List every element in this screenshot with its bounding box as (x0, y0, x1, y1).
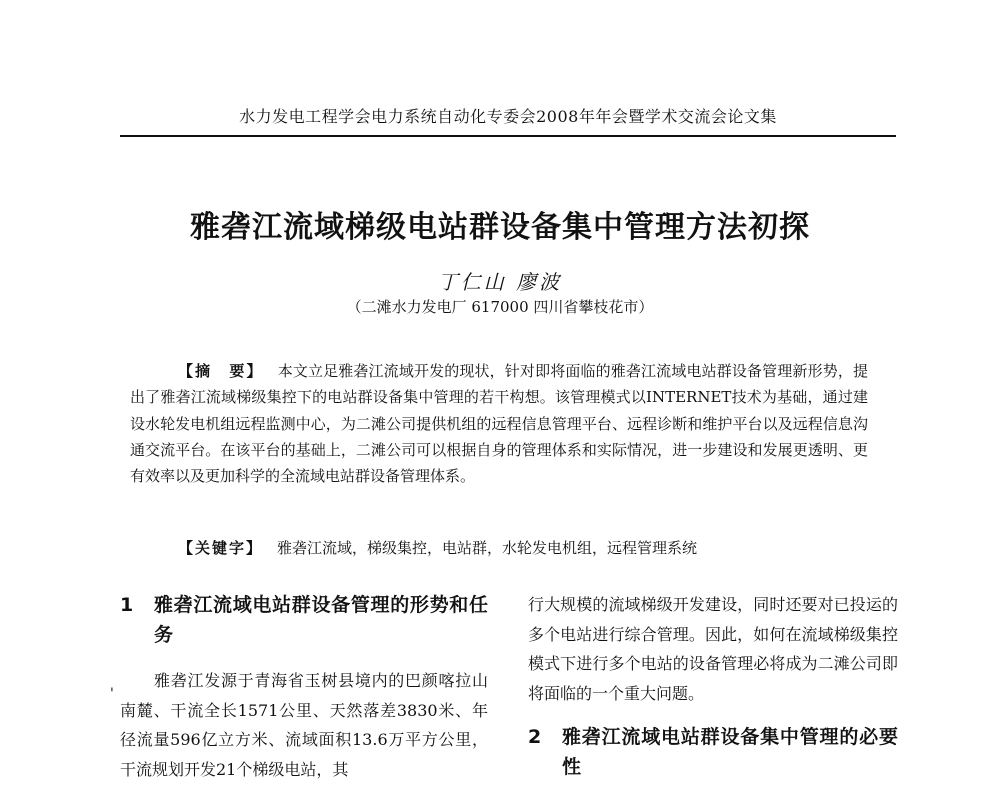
affiliation: （二滩水力发电厂 617000 四川省攀枝花市） (346, 298, 654, 316)
section-1-continuation: 行大规模的流域梯级开发建设，同时还要对已投运的多个电站进行综合管理。因此，如何在流域梯级集控模式下进行多个电站的设备管理必将成为二滩公司即将面临的一个重大问题。 (528, 595, 898, 703)
abstract-label: 【摘 要】 (178, 362, 264, 380)
keywords-label: 【关键字】 (178, 539, 264, 557)
abstract-text: 本文立足雅砻江流域开发的现状，针对即将面临的雅砻江流域电站群设备管理新形势，提出了雅砻江流域梯级集控下的电站群设备集中管理的若干构想。该管理模式以INTERNET技术为基础，通过建设水轮发电机组远程监测中心，为二滩公司提供机组的远程信息管理平台、远程诊断和维护平台以及远程信息沟通交流平台。在该平台的基础上，二滩公司可以根据自身的管理体系和实际情况，进一步建设和发展更透明、更有效率以及更加科学的全流域电站群设备管理体系。 (130, 362, 868, 486)
section-2-heading (528, 722, 898, 782)
right-column (528, 590, 898, 798)
running-header: 水力发电工程学会电力系统自动化专委会2008年年会暨学术交流会论文集 (120, 104, 896, 137)
section-1-number: 1 (120, 594, 134, 616)
section-1-title: 雅砻江流域电站群设备管理的形势和任务 (154, 594, 488, 646)
left-column (120, 590, 488, 784)
abstract (130, 358, 868, 489)
scan-artifact-mark: ' (110, 686, 114, 702)
authors: 丁仁山 廖波 (437, 270, 563, 294)
keywords-text: 雅砻江流域，梯级集控，电站群，水轮发电机组，远程管理系统 (277, 539, 698, 557)
section-2-number: 2 (528, 726, 542, 749)
section-1-heading (120, 590, 488, 650)
keywords (178, 537, 878, 558)
section-2-title: 雅砻江流域电站群设备集中管理的必要性 (562, 726, 898, 779)
section-1-paragraph: 雅砻江发源于青海省玉树县境内的巴颜喀拉山南麓、干流全长1571公里、天然落差3830米、年径流量596亿立方米、流域面积13.6万平方公里，干流规划开发21个梯级电站，其 (120, 671, 488, 779)
paper-title: 雅砻江流域梯级电站群设备集中管理方法初探 (190, 210, 810, 245)
